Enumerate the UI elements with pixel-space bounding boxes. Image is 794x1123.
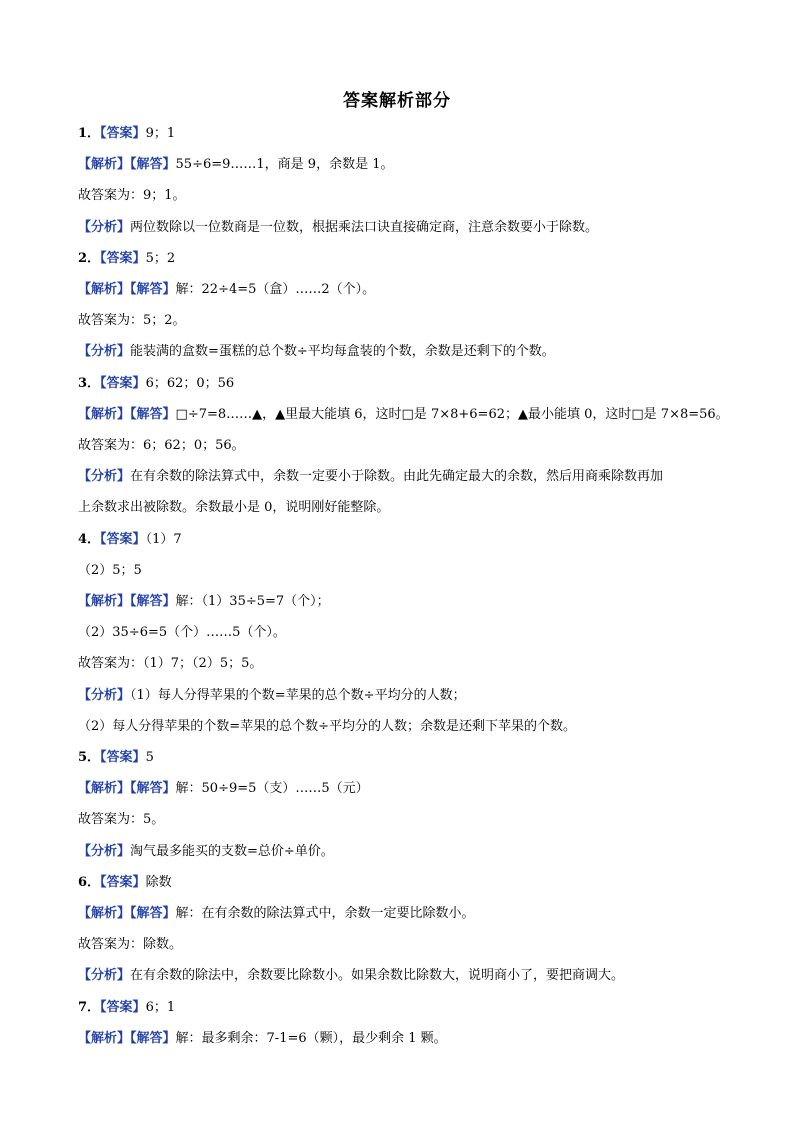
answer-tag: 【答案】 [100, 999, 146, 1015]
solution-line [78, 593, 330, 611]
analysis-tag: 【解析】 [78, 157, 131, 173]
answer-tag: 【答案】 [100, 531, 146, 547]
solution-line [78, 156, 393, 174]
question-answer-line [78, 874, 172, 892]
answer-value: 5；2 [145, 250, 176, 266]
answer-value: 5 [145, 750, 154, 765]
solution-line [78, 1030, 447, 1048]
text-line [78, 655, 262, 673]
analysis-line [78, 843, 334, 861]
solution-tag: 【解答】 [130, 594, 176, 609]
fenxi-tag: 【分析】 [78, 219, 131, 235]
analysis-tag: 【解析】 [78, 406, 131, 422]
question-number: 2． [78, 250, 101, 266]
answer-tag: 【答案】 [100, 874, 146, 890]
answer-value: 6；1 [145, 999, 176, 1015]
solution-line [78, 281, 375, 299]
question-answer-line [78, 250, 175, 268]
analysis-line [78, 468, 663, 486]
question-answer-line [78, 999, 175, 1017]
answer-tag: 【答案】 [100, 250, 146, 266]
question-number: 1． [78, 126, 101, 141]
line-text: 淘气最多能买的支数=总价÷单价。 [130, 843, 334, 859]
text-line [78, 499, 389, 517]
question-answer-line [78, 749, 154, 767]
text-line [78, 936, 182, 954]
text-line [78, 437, 245, 455]
line-text: 解：50÷9=5（支）……5（元） [175, 781, 369, 797]
answer-tag: 【答案】 [100, 750, 146, 765]
solution-tag: 【解答】 [130, 906, 176, 921]
line-text: （2）5；5 [78, 562, 142, 578]
answer-value: 6；62；0；56 [145, 375, 235, 391]
line-text: 故答案为：5；2。 [78, 313, 186, 329]
fenxi-tag: 【分析】 [78, 843, 131, 859]
text-line [78, 718, 576, 736]
line-text: （1）每人分得苹果的个数=苹果的总个数÷平均分的人数； [130, 687, 466, 703]
solution-tag: 【解答】 [130, 1030, 176, 1046]
fenxi-tag: 【分析】 [78, 687, 131, 703]
solution-tag: 【解答】 [130, 157, 176, 173]
line-text: 两位数除以一位数商是一位数，根据乘法口诀直接确定商，注意余数要小于除数。 [130, 219, 599, 235]
question-number: 3． [78, 375, 101, 391]
analysis-line [78, 687, 466, 705]
text-line [78, 562, 142, 580]
analysis-tag: 【解析】 [78, 906, 131, 921]
analysis-line [78, 343, 555, 361]
page-title: 答案解析部分 [343, 91, 451, 111]
line-text: 故答案为：（1）7；（2）5；5。 [78, 656, 263, 672]
analysis-tag: 【解析】 [78, 1030, 131, 1046]
question-number: 7． [78, 999, 101, 1015]
answer-tag: 【答案】 [100, 375, 146, 391]
text-line [78, 187, 186, 205]
line-text: （2）35÷6=5（个）……5（个）。 [78, 625, 286, 641]
solution-line [78, 905, 475, 923]
analysis-line [78, 967, 624, 985]
line-text: 解：22÷4=5（盒）……2（个）。 [175, 282, 376, 297]
line-text: 上余数求出被除数。余数最小是 0，说明刚好能整除。 [78, 500, 390, 516]
answer-value: 除数 [145, 874, 172, 890]
text-line [78, 312, 186, 330]
line-text: 故答案为：9；1。 [78, 188, 186, 204]
line-text: 解：最多剩余：7-1=6（颗），最少剩余 1 颗。 [175, 1030, 447, 1046]
question-number: 5． [78, 750, 101, 765]
line-text: 55÷6=9……1，商是 9，余数是 1。 [175, 157, 394, 173]
question-number: 4． [78, 531, 101, 547]
question-answer-line [78, 375, 234, 393]
question-answer-line [78, 531, 182, 549]
analysis-tag: 【解析】 [78, 594, 131, 609]
fenxi-tag: 【分析】 [78, 344, 131, 360]
analysis-tag: 【解析】 [78, 781, 131, 797]
solution-tag: 【解答】 [130, 406, 176, 422]
text-line [78, 811, 164, 829]
answer-value: 9；1 [145, 126, 176, 141]
solution-line [78, 780, 369, 798]
line-text: 在有余数的除法算式中，余数一定要小于除数。由此先确定最大的余数，然后用商乘除数再加 [130, 469, 664, 485]
solution-tag: 【解答】 [130, 282, 176, 297]
line-text: 故答案为：除数。 [78, 937, 183, 953]
line-text: 故答案为：6；62；0；56。 [78, 438, 245, 453]
question-answer-line [78, 125, 175, 143]
solution-line [78, 406, 729, 424]
line-text: （2）每人分得苹果的个数=苹果的总个数÷平均分的人数；余数是还剩下苹果的个数。 [78, 718, 577, 734]
line-text: 在有余数的除法中，余数要比除数小。如果余数比除数大，说明商小了，要把商调大。 [130, 968, 625, 984]
line-text: 能装满的盒数=蛋糕的总个数÷平均每盒装的个数，余数是还剩下的个数。 [130, 344, 555, 360]
fenxi-tag: 【分析】 [78, 968, 131, 984]
answer-tag: 【答案】 [100, 126, 146, 141]
text-line [78, 624, 286, 642]
line-text: 故答案为：5。 [78, 812, 165, 828]
line-text: 解：（1）35÷5=7（个）； [175, 594, 330, 609]
fenxi-tag: 【分析】 [78, 469, 131, 485]
question-number: 6． [78, 874, 101, 890]
line-text: □÷7=8……▲，▲里最大能填 6，这时□是 7×8+6=62；▲最小能填 0，这时□是 7×8=56。 [175, 406, 729, 422]
line-text: 解：在有余数的除法算式中，余数一定要比除数小。 [175, 906, 475, 921]
analysis-line [78, 219, 598, 237]
solution-tag: 【解答】 [130, 781, 176, 797]
answer-value: （1）7 [145, 531, 182, 547]
analysis-tag: 【解析】 [78, 282, 131, 297]
